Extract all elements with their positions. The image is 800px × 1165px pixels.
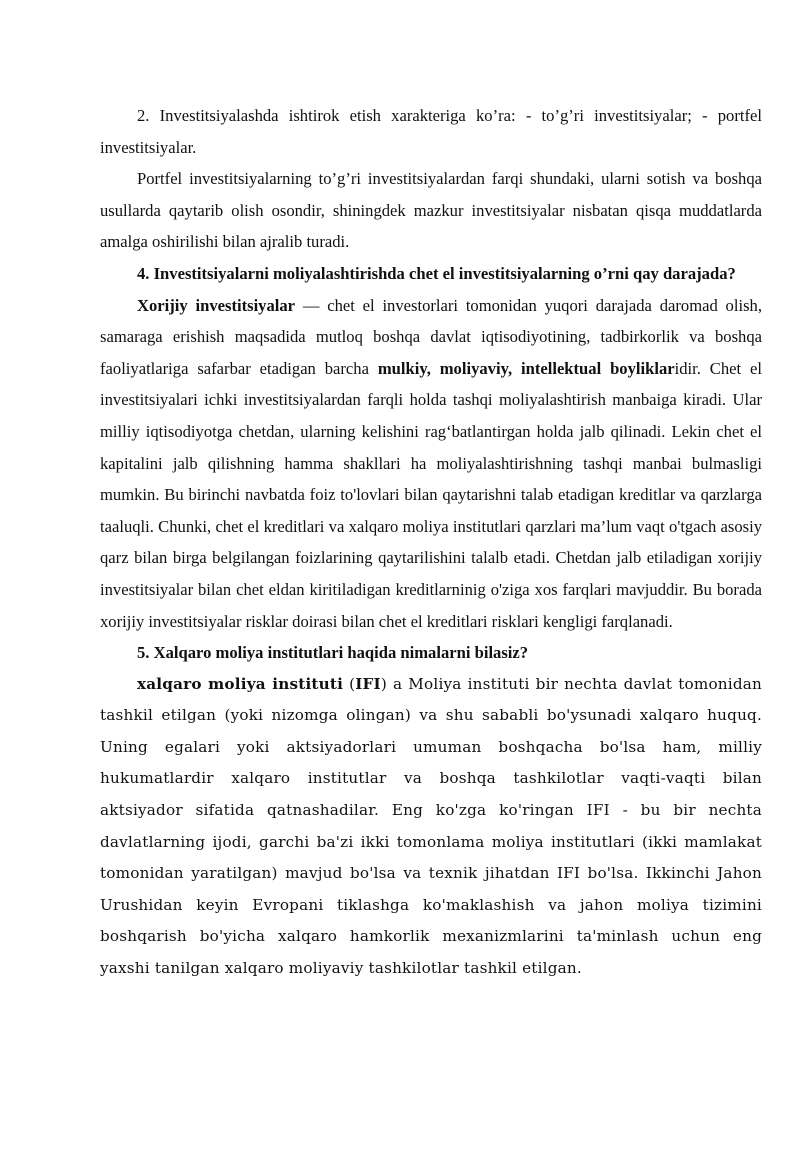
foreign-investments-text-2: idir. Chet el investitsiyalari ichki investitsiyalardan farqli holda tashqi moliyalashtirish manbaiga kiradi. Ular milliy iqtisodiyotga chetdan, ularning kelishini rag‘batlantirgan holda jalb qilinadi. Lekin chet el kapitalini jalb qilishning hamma shakllari ha moliyalashtirishning tashqi manbai bulmasligi mumkin. Bu birinchi navbatda foiz to'lovlari bilan qaytarishni talab etadigan kreditlar va qarzlarga taaluqli. Chunki, chet el kreditlari va xalqaro moliya institutlari qarzlari ma’lum vaqt o'tgach asosiy qarz bilan birga belgilangan foizlarining qaytarilishini talalb etadi. Chetdan jalb etiladigan xorijiy investitsiyalar bilan chet eldan kiritiladigan kreditlarninig o'ziga xos farqlari mavjuddir. Bu borada xorijiy investitsiyalar risklar doirasi bilan chet el kreditlari risklari kengligi farqlanadi. xyxy=(100,358,762,631)
heading-question-5: 5. Xalqaro moliya institutlari haqida nimalarni bilasiz? xyxy=(137,643,529,663)
paragraph-foreign-investments xyxy=(100,290,762,638)
paragraph-ifi-definition xyxy=(100,669,762,985)
abbr-ifi: IFI xyxy=(355,674,381,693)
foreign-investments-text-1: — chet el investorlari tomonidan yuqori darajada daromad olish, samaraga erishish maqsadida mutloq boshqa davlat iqtisodiyotining, tadbirkorlik va boshqa faoliyatlariga safarbar etadigan barcha xyxy=(100,295,762,378)
bold-assets-phrase: mulkiy, moliyaviy, intellektual boyliklar xyxy=(377,358,675,378)
term-foreign-investments: Xorijiy investitsiyalar xyxy=(137,295,296,315)
heading-question-4: 4. Investitsiyalarni moliyalashtirishda chet el investitsiyalarning o’rni qay darajada? xyxy=(137,263,736,283)
paragraph-portfolio-investments: Portfel investitsiyalarning to’g’ri investitsiyalardan farqi shundaki, ularni sotish va boshqa usullarda qaytarib olish osondir, shiningdek mazkur investitsiyalar nisbatan qisqa muddatlarda amalga oshirilishi bilan ajralib turadi. xyxy=(100,169,762,252)
term-ifi: xalqaro moliya instituti xyxy=(137,674,344,693)
ifi-definition-text: ) a Moliya instituti bir nechta davlat tomonidan tashkil etilgan (yoki nizomga olingan) va shu sababli bo'ysunadi xalqaro huquq. Uning egalari yoki aktsiyadorlari umuman boshqacha bo'lsa ham, milliy hukumatlardir xalqaro institutlar va boshqa tashkilotlar vaqti-vaqti bilan aktsiyador sifatida qatnashadilar. Eng ko'zga ko'ringan IFI - bu bir nechta davlatlarning ijodi, garchi ba'zi ikki tomonlama moliya institutlari (ikki mamlakat tomonidan yaratilgan) mavjud bo'lsa va texnik jihatdan IFI bo'lsa. Ikkinchi Jahon Urushidan keyin Evropani tiklashga ko'maklashish va jahon moliya tizimini boshqarish bo'yicha xalqaro hamkorlik mexanizmlarini ta'minlash uchun eng yaxshi tanilgan xalqaro moliyaviy tashkilotlar tashkil etilgan. xyxy=(100,674,762,978)
document-body xyxy=(100,100,762,985)
paragraph-investment-type-participation: 2. Investitsiyalashda ishtirok etish xarakteriga ko’ra: - to’g’ri investitsiyalar; - portfel investitsiyalar. xyxy=(100,106,762,157)
ifi-open-paren: ( xyxy=(343,674,356,693)
